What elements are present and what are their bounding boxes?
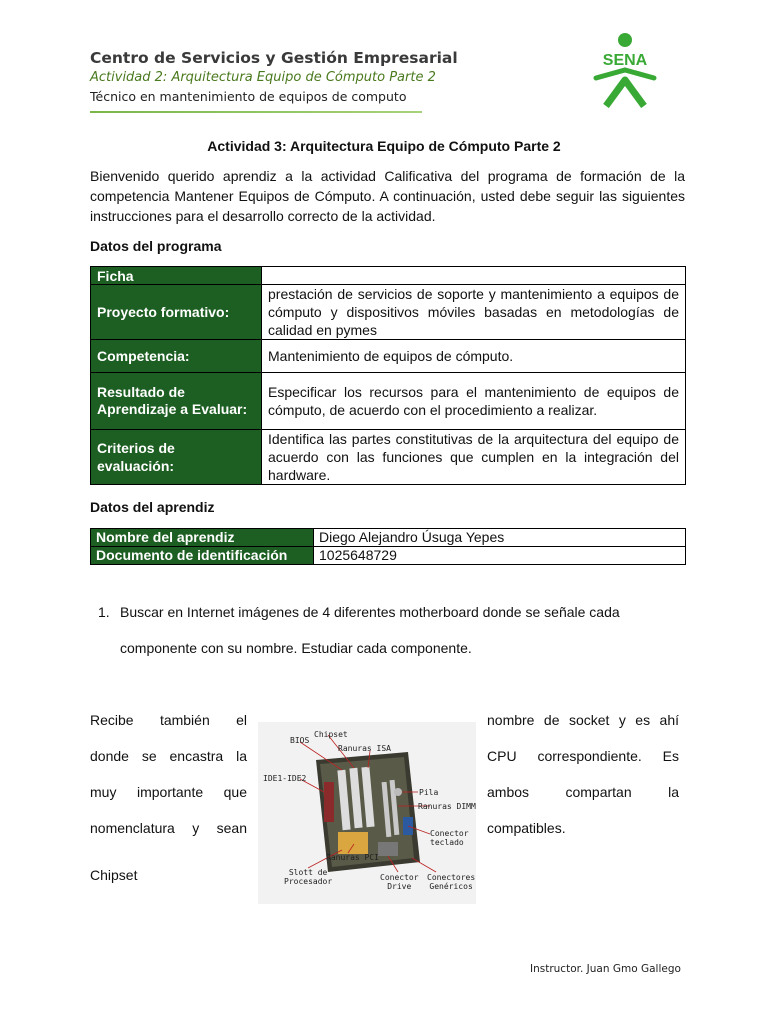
body-left-line: muy importante que xyxy=(90,784,247,800)
row-value-criterios: Identifica las partes constitutivas de la arquitectura del equipo de acuerdo con las funciones que cumplen en la integración del hardware. xyxy=(262,430,686,485)
row-key-documento: Documento de identificación xyxy=(91,547,314,565)
figure-label-conector-teclado: Conector teclado xyxy=(430,829,469,847)
row-key-criterios: Criterios de evaluación: xyxy=(91,430,262,485)
row-key-nombre: Nombre del aprendiz xyxy=(91,529,314,547)
row-key-ficha: Ficha xyxy=(91,267,262,285)
figure-label-ranuras-dimm: Ranuras DIMM xyxy=(418,802,476,811)
figure-label-ranuras-isa: Ranuras ISA xyxy=(338,744,391,753)
row-key-proyecto: Proyecto formativo: xyxy=(91,285,262,340)
figure-label-pila: Pila xyxy=(419,788,439,797)
student-table xyxy=(90,528,686,565)
row-value-ficha xyxy=(262,267,686,285)
body-left-line: Recibe también el xyxy=(90,712,247,728)
program-table xyxy=(90,266,686,485)
intro-paragraph: Bienvenido querido aprendiz a la actividad Calificativa del programa de formación de la competencia Mantener Equipos de Cómputo. A continuación, usted debe seguir las siguientes instrucciones para el desarrollo correcto de la actividad. xyxy=(90,168,685,224)
table-row xyxy=(91,267,686,285)
student-section-heading: Datos del aprendiz xyxy=(90,499,215,515)
document-title: Actividad 3: Arquitectura Equipo de Cómputo Parte 2 xyxy=(207,138,561,154)
header-title: Centro de Servicios y Gestión Empresarial xyxy=(90,49,458,67)
row-key-competencia: Competencia: xyxy=(91,340,262,373)
body-left-line: donde se encastra la xyxy=(90,748,247,764)
row-value-documento: 1025648729 xyxy=(314,547,686,565)
sena-logo xyxy=(590,30,660,108)
table-row xyxy=(91,430,686,485)
table-row xyxy=(91,373,686,430)
figure-label-conectores-genericos: Conectores Genéricos xyxy=(427,873,476,891)
footer-instructor: Instructor. Juan Gmo Gallego xyxy=(530,963,681,975)
table-row xyxy=(91,547,686,565)
body-left-line: nomenclatura y sean xyxy=(90,820,247,836)
row-value-resultado: Especificar los recursos para el mantenimiento de equipos de cómputo, de acuerdo con el procedimiento a realizar. xyxy=(262,373,686,430)
task-text: Buscar en Internet imágenes de 4 diferentes motherboard donde se señale cada componente con su nombre. Estudiar cada componente. xyxy=(120,604,620,656)
body-right-line: nombre de socket y es ahí xyxy=(487,712,679,728)
header-subtitle: Actividad 2: Arquitectura Equipo de Cómputo Parte 2 xyxy=(90,70,436,85)
chipset-label: Chipset xyxy=(90,867,138,883)
sena-logo-icon xyxy=(590,30,660,108)
row-key-resultado: Resultado de Aprendizaje a Evaluar: xyxy=(91,373,262,430)
row-value-proyecto: prestación de servicios de soporte y mantenimiento a equipos de cómputo y dispositivos móviles basadas en metodologías de calidad en pymes xyxy=(262,285,686,340)
figure-label-ide: IDE1-IDE2 xyxy=(263,774,307,783)
figure-label-bios: BIOS xyxy=(290,736,310,745)
header-program: Técnico en mantenimiento de equipos de computo xyxy=(90,89,407,104)
table-row xyxy=(91,340,686,373)
body-right-line: ambos compartan la xyxy=(487,784,679,800)
body-right-line: compatibles. xyxy=(487,820,566,836)
row-value-nombre: Diego Alejandro Úsuga Yepes xyxy=(314,529,686,547)
figure-label-slott: Slott de Procesador xyxy=(284,868,333,886)
header-divider xyxy=(90,111,422,113)
body-right-line: CPU correspondiente. Es xyxy=(487,748,679,764)
logo-text: SENA xyxy=(602,52,648,69)
program-section-heading: Datos del programa xyxy=(90,238,222,254)
motherboard-figure xyxy=(258,722,476,904)
table-row xyxy=(91,529,686,547)
figure-label-conector-drive: Conector Drive xyxy=(380,873,419,891)
body-right-column xyxy=(487,702,679,846)
figure-label-ranuras-pci: Ranuras PCI xyxy=(326,853,379,862)
task-number: 1. xyxy=(98,604,110,620)
row-value-competencia: Mantenimiento de equipos de cómputo. xyxy=(262,340,686,373)
table-row xyxy=(91,285,686,340)
body-left-column xyxy=(90,702,247,846)
figure-label-chipset: Chipset xyxy=(314,730,348,739)
